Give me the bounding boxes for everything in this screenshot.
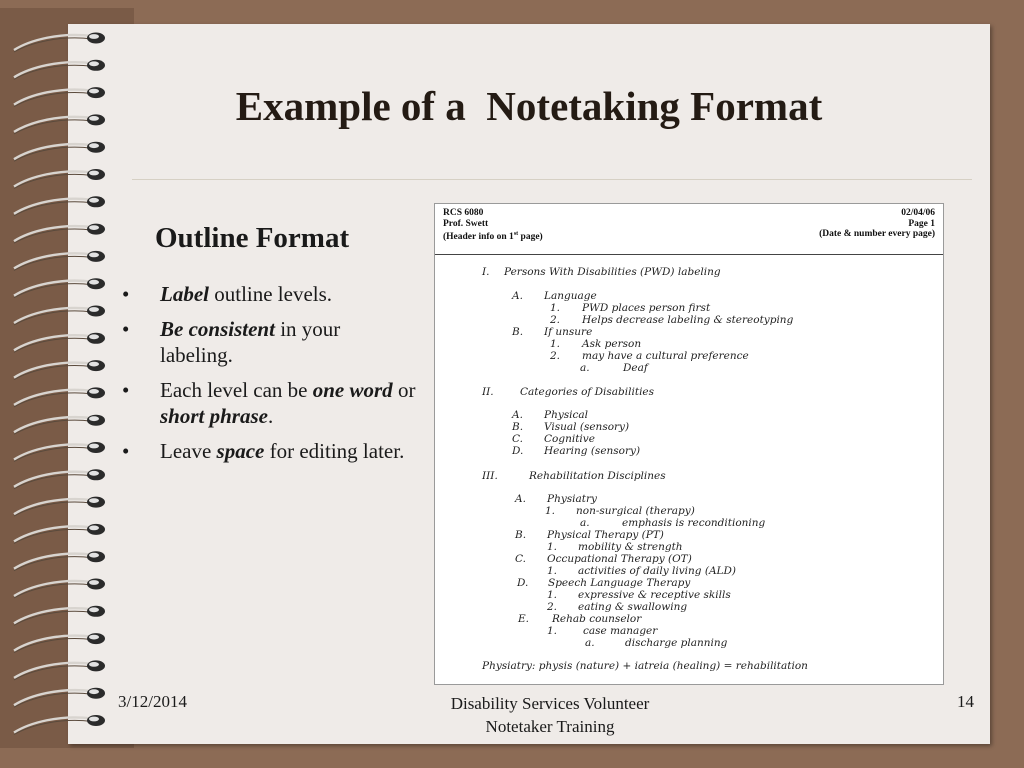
bullet-item: [118, 281, 418, 307]
outline-line: Visual (sensory): [544, 421, 630, 433]
bullet-text-run: .: [267, 404, 274, 428]
section-subtitle: Outline Format: [155, 222, 350, 254]
spiral-ring: [14, 579, 105, 599]
title-divider: [132, 179, 972, 180]
outline-line: If unsure: [544, 326, 593, 338]
spiral-ring: [14, 551, 105, 571]
spiral-ring: [14, 224, 105, 244]
bullet-text-run: Label: [160, 282, 209, 306]
spiral-ring: [14, 660, 105, 680]
outline-marker: 1.: [547, 541, 558, 553]
footer-title-line1: Disability Services Volunteer: [450, 694, 650, 713]
outline-body: [435, 204, 943, 684]
outline-marker: 1.: [550, 302, 561, 314]
header-note-right: (Date & number every page): [819, 229, 935, 239]
bullet-dot: •: [122, 378, 130, 402]
outline-marker: II.: [482, 386, 494, 398]
bullet-text-run: Leave: [160, 439, 217, 463]
spiral-ring: [14, 360, 105, 380]
bullet-list: [118, 281, 418, 473]
outline-line: Language: [544, 290, 597, 302]
outline-marker: I.: [482, 266, 490, 278]
outline-line: mobility & strength: [578, 541, 683, 553]
spiral-ring: [14, 142, 105, 162]
bullet-text-run: outline levels.: [208, 282, 333, 306]
spiral-ring: [14, 633, 105, 653]
outline-marker: a.: [580, 517, 590, 529]
spiral-ring: [14, 196, 105, 216]
spiral-ring: [14, 469, 105, 489]
spiral-ring: [14, 60, 105, 80]
outline-line: may have a cultural preference: [582, 350, 749, 362]
outline-marker: a.: [580, 362, 590, 374]
outline-line: Helps decrease labeling & stereotyping: [582, 314, 794, 326]
outline-marker: A.: [512, 409, 523, 421]
outline-marker: C.: [512, 433, 523, 445]
spiral-ring: [14, 497, 105, 516]
outline-marker: a.: [585, 637, 595, 649]
outline-marker: A.: [515, 493, 526, 505]
notes-example-sheet: [434, 203, 944, 685]
outline-marker: 1.: [545, 505, 556, 517]
spiral-ring: [14, 442, 105, 462]
outline-marker: 2.: [547, 601, 558, 613]
bullet-text-run: one word: [312, 378, 393, 402]
bullet-text-run: or: [392, 378, 416, 402]
outline-line: Rehab counselor: [552, 613, 642, 625]
footer-page-number: 14: [957, 692, 974, 711]
outline-line: expressive & receptive skills: [578, 589, 731, 601]
spiral-ring: [14, 606, 105, 626]
bullet-item: [118, 377, 418, 429]
header-page: Page 1: [908, 218, 935, 229]
outline-marker: E.: [518, 613, 530, 625]
spiral-ring: [14, 169, 105, 189]
outline-line: Hearing (sensory): [544, 445, 641, 457]
outline-marker: B.: [512, 421, 524, 433]
outline-line: Physical: [544, 409, 589, 421]
outline-marker: 1.: [550, 338, 561, 350]
outline-marker: III.: [482, 470, 498, 482]
bullet-text-run: in your labeling.: [160, 317, 341, 367]
outline-line: Cognitive: [544, 433, 595, 445]
spiral-ring: [14, 251, 105, 271]
spiral-ring: [14, 333, 105, 353]
bullet-item: [118, 438, 418, 464]
outline-marker: 2.: [550, 350, 561, 362]
bullet-dot: •: [122, 439, 130, 463]
outline-line: non-surgical (therapy): [576, 505, 695, 517]
outline-marker: 2.: [550, 314, 561, 326]
spiral-ring: [14, 33, 105, 53]
outline-line: Persons With Disabilities (PWD) labeling: [504, 266, 721, 278]
outline-line: activities of daily living (ALD): [578, 565, 737, 577]
header-date: 02/04/06: [901, 208, 935, 218]
outline-marker: D.: [512, 445, 524, 457]
outline-line: Deaf: [623, 362, 648, 374]
outline-line: Categories of Disabilities: [520, 386, 655, 398]
spiral-ring: [14, 387, 105, 407]
spiral-ring: [14, 524, 105, 544]
header-course: RCS 6080: [443, 208, 484, 218]
outline-line: eating & swallowing: [578, 601, 688, 613]
outline-line: Speech Language Therapy: [548, 577, 691, 589]
outline-line: PWD places person first: [582, 302, 711, 314]
bullet-dot: •: [122, 317, 130, 341]
outline-line: Physical Therapy (PT): [547, 529, 664, 541]
outline-line: Ask person: [582, 338, 642, 350]
spiral-ring: [14, 415, 105, 435]
outline-marker: B.: [512, 326, 524, 338]
outline-marker: 1.: [547, 589, 558, 601]
outline-marker: A.: [512, 290, 523, 302]
slide-title: Example of a Notetaking Format: [235, 83, 823, 129]
outline-line: Physiatry: [547, 493, 597, 505]
outline-line: Physiatry: physis (nature) + iatreia (healing) = rehabilitation: [482, 660, 808, 672]
outline-marker: 1.: [547, 625, 558, 637]
spiral-ring: [14, 278, 105, 298]
spiral-ring: [14, 715, 105, 735]
spiral-ring: [14, 688, 105, 708]
header-professor: Prof. Swett: [443, 218, 489, 229]
footer-date: 3/12/2014: [118, 692, 187, 711]
bullet-text-run: Be consistent: [160, 317, 275, 341]
outline-line: discharge planning: [625, 637, 728, 649]
spiral-ring: [14, 306, 105, 326]
outline-line: Occupational Therapy (OT): [547, 553, 692, 565]
outline-marker: B.: [515, 529, 527, 541]
outline-line: emphasis is reconditioning: [622, 517, 766, 529]
footer-title: [400, 692, 700, 738]
bullet-text-run: Each level can be: [160, 378, 313, 402]
header-note-left: (Header info on 1st page): [443, 231, 543, 243]
outline-line: case manager: [583, 625, 658, 637]
bullet-dot: •: [122, 282, 130, 306]
outline-marker: 1.: [547, 565, 558, 577]
outline-marker: D.: [517, 577, 529, 589]
bullet-text-run: short phrase: [160, 404, 268, 428]
outline-marker: C.: [515, 553, 526, 565]
bullet-text-run: space: [216, 439, 265, 463]
bullet-item: [118, 316, 418, 368]
bullet-text-run: for editing later.: [264, 439, 405, 463]
footer-title-line2: Notetaker Training: [485, 717, 615, 736]
outline-line: Rehabilitation Disciplines: [529, 470, 666, 482]
